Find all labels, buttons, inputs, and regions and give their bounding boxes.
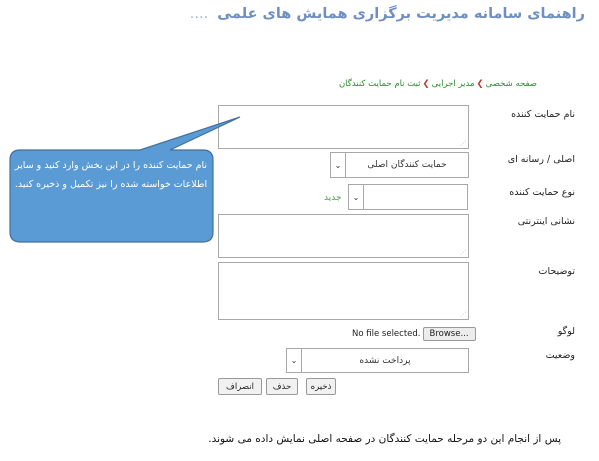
callout-text: نام حمایت کننده را در این بخش وارد کنید و سایر اطلاعات خواسته شده را نیز تکمیل و ذخیره کنید. (14, 160, 208, 190)
status-label: وضعیت (545, 350, 575, 361)
new-sponsor-type-link[interactable]: جدید (324, 193, 342, 203)
chevron-down-icon[interactable]: ⌄ (331, 153, 346, 177)
resize-grip-icon[interactable]: ⋰ (460, 140, 466, 147)
title-prefix: .... (189, 6, 209, 22)
chevron-down-icon[interactable]: ⌄ (349, 185, 364, 209)
breadcrumb-separator: ❯ (422, 79, 430, 89)
resize-grip-icon[interactable]: ⋰ (460, 249, 466, 256)
status-value: پرداخت نشده (359, 355, 411, 366)
title-text: راهنمای سامانه مدیریت برگزاری همایش های علمی (217, 6, 585, 22)
delete-button[interactable]: حذف (266, 378, 298, 395)
logo-label: لوگو (557, 326, 575, 337)
breadcrumb-separator: ❯ (476, 79, 484, 89)
chevron-down-icon[interactable]: ⌄ (287, 349, 302, 372)
save-button[interactable]: ذخیره (306, 378, 336, 395)
main-media-value: حمایت کنندگان اصلی (367, 160, 447, 170)
website-label: نشانی اینترنتی (517, 216, 575, 227)
footer-note: پس از انجام این دو مرحله حمایت کنندگان در صفحه اصلی نمایش داده می شوند. (208, 433, 561, 445)
sponsor-type-label: نوع حمایت کننده (509, 187, 575, 198)
file-status: No file selected. (352, 329, 421, 339)
resize-grip-icon[interactable]: ⋰ (460, 311, 466, 318)
breadcrumb-home[interactable]: صفحه شخصی (485, 79, 537, 89)
sponsor-name-label: نام حمایت کننده (511, 109, 575, 120)
breadcrumb-current: ثبت نام حمایت کنندگان (338, 79, 421, 89)
browse-button[interactable]: Browse... (423, 327, 476, 341)
main-media-label: اصلی / رسانه ای (507, 154, 575, 165)
breadcrumb-executive[interactable]: مدیر اجرایی (431, 79, 475, 89)
cancel-button[interactable]: انصراف (218, 378, 262, 395)
description-label: توضیحات (538, 266, 575, 277)
